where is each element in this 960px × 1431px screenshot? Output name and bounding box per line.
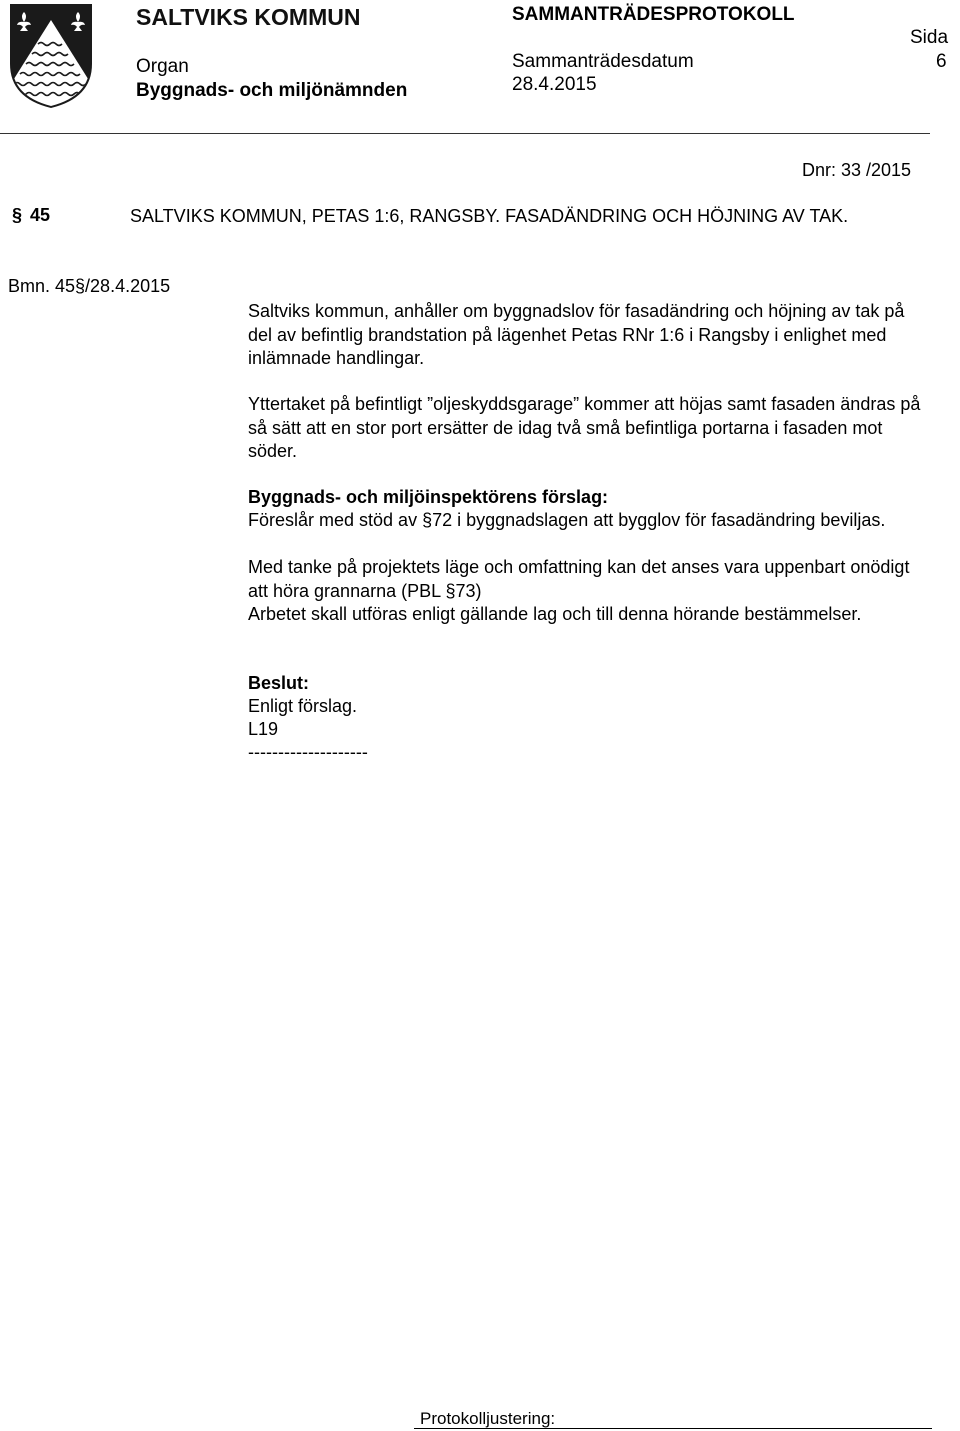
signature-line [414,1428,932,1429]
header-divider [0,133,930,134]
case-dnr: Dnr: 33 /2015 [802,160,912,180]
section-number: 45 [30,205,51,225]
section-title: SALTVIKS KOMMUN, PETAS 1:6, RANGSBY. FASADÄNDRING OCH HÖJNING AV TAK. [130,206,849,226]
proposal-line-3: Arbetet skall utföras enligt gällande lag och till denna hörande bestämmelser. [248,604,862,624]
separator-line: -------------------- [248,742,368,762]
protocol-verification-label: Protokolljustering: [420,1409,556,1428]
meeting-date: 28.4.2015 [512,74,597,95]
proposal-line-1: Föreslår med stöd av §72 i byggnadslagen att bygglov för fasadändring beviljas. [248,510,886,530]
page-number: 6 [936,51,947,72]
bmn-reference: Bmn. 45§/28.4.2015 [8,276,171,296]
organ-label: Organ [136,56,189,77]
decision-text: Enligt förslag. [248,696,358,716]
proposal-heading: Byggnads- och miljöinspektörens förslag: [248,487,609,507]
decision-heading: Beslut: [248,673,310,693]
section-symbol: § [12,205,23,225]
organ-name: Byggnads- och miljönämnden [136,80,408,101]
page-label: Sida [910,27,949,48]
paragraph-application: Saltviks kommun, anhåller om byggnadslov för fasadändring och höjning av tak på del av befintlig brandstation på lägenhet Petas RNr 1:6 i Rangsby i enlighet med inlämnade handlingar. [248,301,905,368]
municipality-name: SALTVIKS KOMMUN [136,4,361,30]
meeting-date-label: Sammanträdesdatum [512,51,694,72]
coat-of-arms-icon [8,2,94,110]
decision-reference: L19 [248,719,279,739]
document-type: SAMMANTRÄDESPROTOKOLL [512,4,795,25]
paragraph-description: Yttertaket på befintligt ”oljeskyddsgarage” kommer att höjas samt fasaden ändras på så sätt att en stor port ersätter de idag två små befintliga portarna i fasaden mot söder. [248,394,921,461]
proposal-line-2: Med tanke på projektets läge och omfattning kan det anses vara uppenbart onödigt att höra grannarna (PBL §73) [248,557,910,601]
